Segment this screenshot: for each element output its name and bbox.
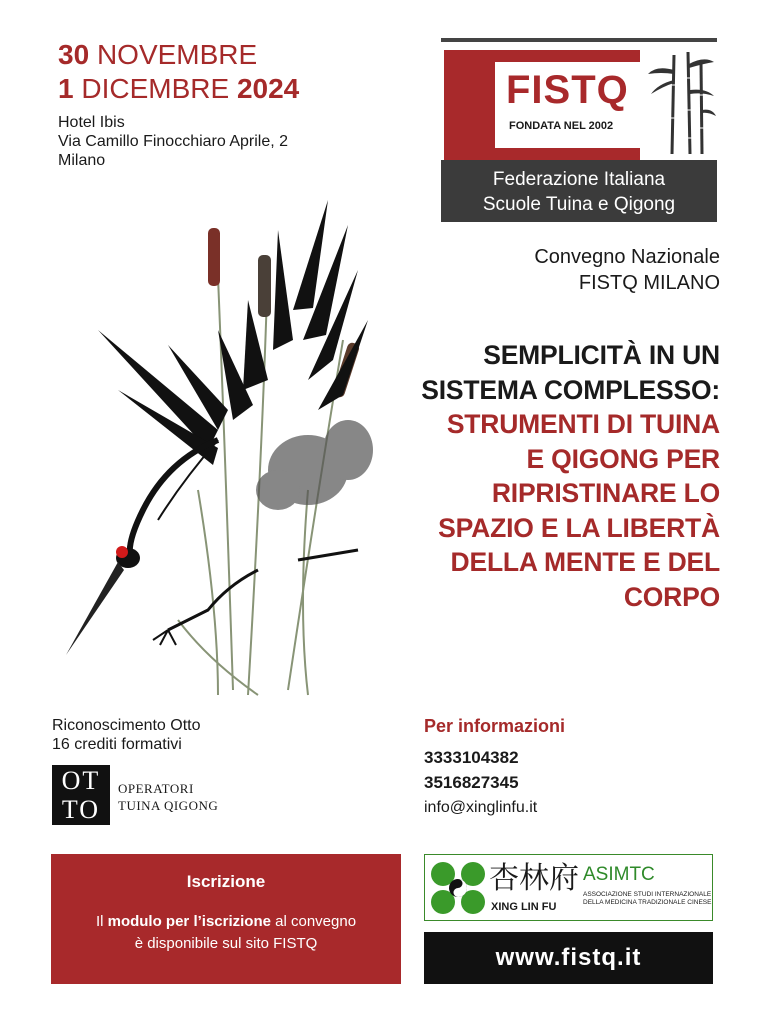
registration-text bbox=[61, 911, 391, 955]
phone-numbers bbox=[424, 745, 519, 795]
asimtc-logo bbox=[424, 854, 713, 921]
bamboo-icon bbox=[646, 50, 716, 156]
registration-title: Iscrizione bbox=[186, 872, 266, 891]
logo-top-bar bbox=[441, 38, 717, 42]
venue-line2: Via Camillo Finocchiaro Aprile, 2 bbox=[58, 133, 289, 150]
otto-mark bbox=[52, 765, 110, 825]
phone-1[interactable]: 3333104382 bbox=[424, 748, 519, 767]
headline-line2: SISTEMA COMPLESSO: bbox=[421, 374, 720, 405]
date-day2: 1 bbox=[58, 73, 74, 104]
partner-name: ASIMTC bbox=[583, 864, 655, 885]
otto-label1: OPERATORI bbox=[118, 781, 194, 796]
date-month1: NOVEMBRE bbox=[96, 39, 258, 70]
headline bbox=[360, 338, 720, 614]
registration-text-post: al convegno bbox=[270, 913, 357, 930]
trees-icon bbox=[429, 858, 487, 918]
logo-name: FISTQ bbox=[506, 68, 629, 112]
email-link[interactable]: info@xinglinfu.it bbox=[424, 799, 538, 816]
venue-line3: Milano bbox=[58, 152, 106, 169]
info-title: Per informazioni bbox=[424, 716, 566, 736]
logo-line1: Federazione Italiana bbox=[492, 169, 666, 190]
venue-line1: Hotel Ibis bbox=[58, 114, 125, 131]
convegno-line1: Convegno Nazionale bbox=[534, 246, 720, 268]
date-year: 2024 bbox=[236, 73, 300, 104]
headline-line1: SEMPLICITÀ IN UN bbox=[483, 340, 720, 370]
otto-label2: TUINA QIGONG bbox=[118, 798, 219, 813]
partner-sub1: ASSOCIAZIONE STUDI INTERNAZIONALE bbox=[583, 891, 712, 898]
recognition-line2: 16 crediti formativi bbox=[52, 736, 182, 753]
logo-federation-band bbox=[441, 160, 717, 222]
date-day1: 30 bbox=[58, 39, 90, 70]
headline-line8: CORPO bbox=[623, 581, 720, 612]
website-link[interactable]: www.fistq.it bbox=[424, 932, 713, 984]
otto-logo bbox=[52, 765, 252, 825]
headline-line7: DELLA MENTE E DEL bbox=[450, 547, 720, 577]
partner-sub2: DELLA MEDICINA TRADIZIONALE CINESE bbox=[583, 899, 712, 906]
date-month2: DICEMBRE bbox=[81, 73, 230, 104]
convegno-title bbox=[534, 244, 720, 296]
recognition-line1: Riconoscimento Otto bbox=[52, 717, 201, 734]
logo-line2: Scuole Tuina e Qigong bbox=[482, 194, 676, 215]
fistq-logo bbox=[441, 38, 717, 215]
headline-line4: E QIGONG PER bbox=[526, 443, 720, 474]
partner-romanized: XING LIN FU bbox=[491, 901, 557, 913]
otto-mark-bottom: TO bbox=[61, 795, 101, 824]
recognition-text bbox=[52, 716, 201, 754]
headline-line6: SPAZIO E LA LIBERTÀ bbox=[438, 512, 720, 543]
registration-box bbox=[51, 854, 401, 984]
otto-mark-top: OT bbox=[61, 766, 101, 795]
logo-founded: FONDATA NEL 2002 bbox=[509, 120, 614, 132]
headline-line3: STRUMENTI DI TUINA bbox=[446, 409, 720, 439]
partner-subtitle bbox=[583, 891, 711, 907]
partner-chinese: 杏林府 bbox=[489, 861, 579, 896]
venue-address bbox=[58, 113, 288, 170]
phone-2[interactable]: 3516827345 bbox=[424, 773, 519, 792]
headline-line5: RIPRISTINARE LO bbox=[491, 478, 720, 508]
otto-label bbox=[118, 780, 218, 814]
event-dates bbox=[58, 38, 299, 106]
convegno-line2: FISTQ MILANO bbox=[578, 272, 720, 294]
registration-text-pre: Il bbox=[95, 913, 108, 930]
registration-text-bold: modulo per l’iscrizione bbox=[107, 913, 271, 930]
registration-text-line2: è disponibile sul sito FISTQ bbox=[134, 935, 318, 952]
crane-illustration bbox=[58, 190, 388, 700]
